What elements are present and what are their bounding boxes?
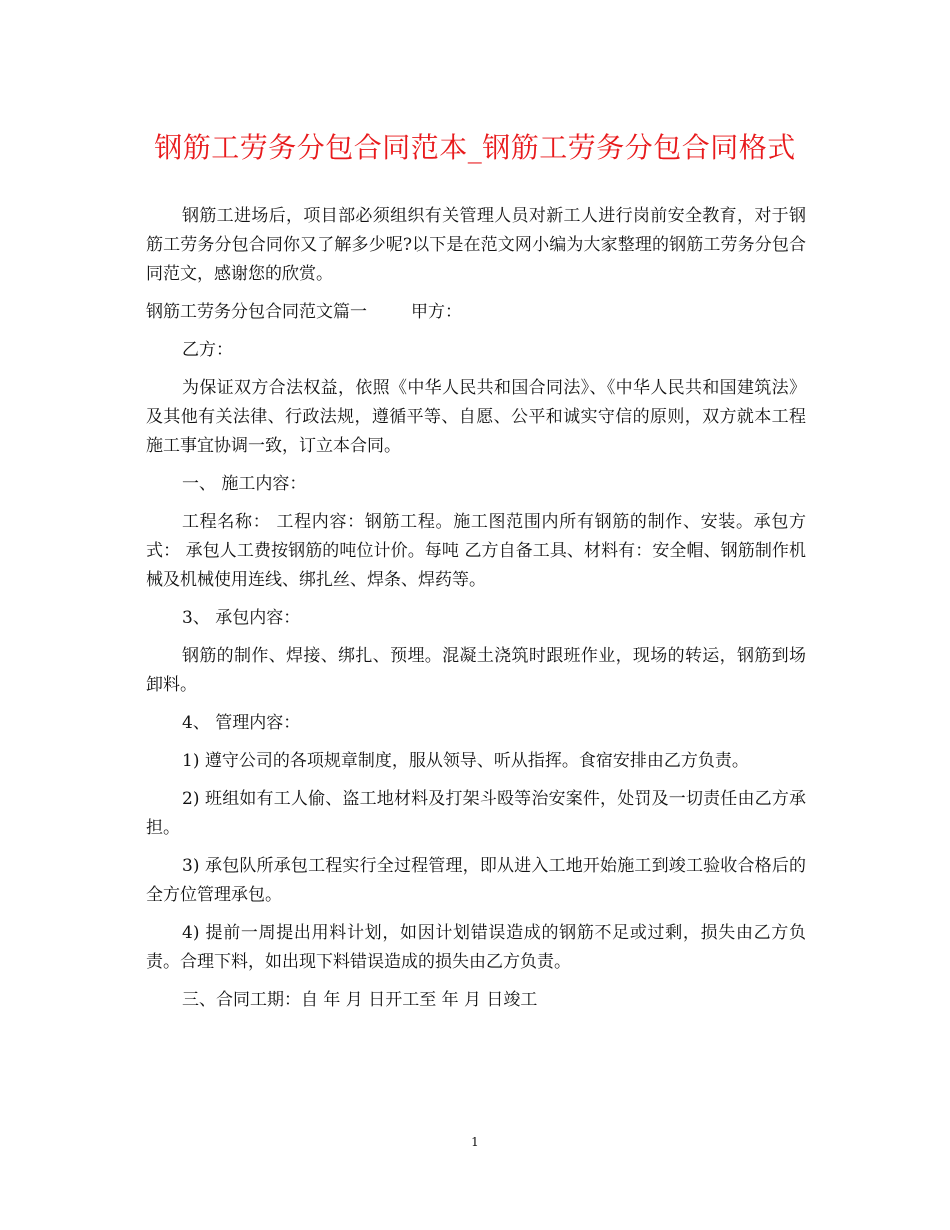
party-b-label: 乙方： — [182, 340, 233, 360]
section-construction-content: 一、 施工内容： — [182, 474, 307, 494]
contract-heading-line — [146, 298, 806, 327]
page-title: 钢筋工劳务分包合同范本_钢筋工劳务分包合同格式 — [154, 131, 796, 164]
page-number: 1 — [471, 1135, 479, 1149]
section-contract-scope: 3、 承包内容： — [182, 608, 301, 628]
management-item-4: 4) 提前一周提出用料计划，如因计划错误造成的钢筋不足或过剩，损失由乙方负责。合理下料，如出现下料错误造成的损失由乙方负责。 — [146, 923, 806, 972]
party-a-label: 甲方： — [411, 302, 462, 322]
scope-paragraph: 钢筋的制作、焊接、绑扎、预埋。混凝土浇筑时跟班作业，现场的转运，钢筋到场卸料。 — [146, 646, 806, 695]
project-details-paragraph: 工程名称： 工程内容：钢筋工程。施工图范围内所有钢筋的制作、安装。承包方式： 承包人工费按钢筋的吨位计价。每吨 乙方自备工具、材料有：安全帽、钢筋制作机械及机械使用连线、绑扎丝、焊条、焊药等。 — [146, 512, 806, 590]
management-item-3: 3) 承包队所承包工程实行全过程管理，即从进入工地开始施工到竣工验收合格后的全方位管理承包。 — [146, 856, 806, 905]
intro-paragraph: 钢筋工进场后，项目部必须组织有关管理人员对新工人进行岗前安全教育，对于钢筋工劳务分包合同你又了解多少呢?以下是在范文网小编为大家整理的钢筋工劳务分包合同范文，感谢您的欣赏。 — [146, 206, 806, 284]
section-contract-period: 三、合同工期：自 年 月 日开工至 年 月 日竣工 — [182, 990, 538, 1010]
document-body — [146, 202, 806, 1024]
contract-heading: 钢筋工劳务分包合同范文篇一 — [146, 302, 367, 322]
management-item-1: 1) 遵守公司的各项规章制度，服从领导、听从指挥。食宿安排由乙方负责。 — [182, 751, 749, 771]
management-item-2: 2) 班组如有工人偷、盗工地材料及打架斗殴等治安案件，处罚及一切责任由乙方承担。 — [146, 789, 806, 838]
preamble-paragraph: 为保证双方合法权益，依照《中华人民共和国合同法》、《中华人民共和国建筑法》及其他有关法律、行政法规，遵循平等、自愿、公平和诚实守信的原则，双方就本工程施工事宜协调一致，订立本合同。 — [146, 378, 806, 456]
section-management: 4、 管理内容： — [182, 713, 301, 733]
